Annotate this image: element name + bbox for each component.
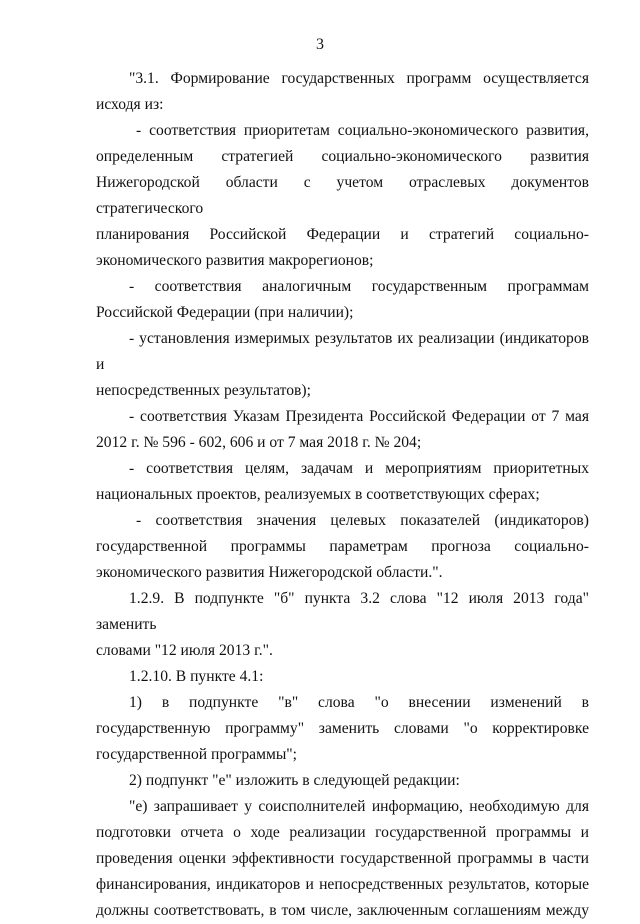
text-line: 1.2.9. В подпункте "б" пункта 3.2 слова "12 июля 2013 года" заменить: [96, 590, 589, 633]
text-line: экономического развития Нижегородской области.".: [96, 564, 443, 581]
text-line: "е) запрашивает у соисполнителей информацию, необходимую для: [129, 798, 589, 815]
document-body: [96, 66, 589, 924]
text-line: - соответствия приоритетам социально-экономического развития,: [136, 122, 589, 139]
text-line: должны соответствовать, в том числе, заключенным соглашениям между: [96, 902, 589, 919]
text-line: государственной программы параметрам прогноза социально-: [96, 538, 589, 555]
text-line: словами "12 июля 2013 г.".: [96, 642, 273, 659]
text-line: подготовки отчета о ходе реализации государственной программы и: [96, 824, 589, 841]
text-line: проведения оценки эффективности государственной программы в части: [96, 850, 589, 867]
text-line: финансирования, индикаторов и непосредственных результатов, которые: [96, 876, 589, 893]
text-line: исходя из:: [96, 96, 164, 113]
text-line: - соответствия значения целевых показателей (индикаторов): [136, 512, 589, 529]
text-line: непосредственных результатов);: [96, 382, 311, 399]
text-line: - соответствия аналогичным государственным программам: [129, 278, 589, 295]
text-line: - установления измеримых результатов их реализации (индикаторов и: [96, 330, 589, 373]
text-line: определенным стратегией социально-экономического развития: [96, 148, 589, 165]
text-line: 2012 г. № 596 - 602, 606 и от 7 мая 2018 г. № 204;: [96, 434, 422, 451]
text-line: экономического развития макрорегионов;: [96, 252, 374, 269]
text-line: государственную программу" заменить словами "о корректировке: [96, 720, 589, 737]
text-line: 2) подпункт "е" изложить в следующей редакции:: [129, 772, 460, 789]
text-line: планирования Российской Федерации и стратегий социально-: [96, 226, 589, 243]
text-line: - соответствия целям, задачам и мероприятиям приоритетных: [129, 460, 589, 477]
text-line: государственной программы";: [96, 746, 297, 763]
text-line: Российской Федерации (при наличии);: [96, 304, 354, 321]
text-line: 1) в подпункте "в" слова "о внесении изменений в: [129, 694, 589, 711]
text-line: национальных проектов, реализуемых в соответствующих сферах;: [96, 486, 540, 503]
text-line: - соответствия Указам Президента Российской Федерации от 7 мая: [129, 408, 589, 425]
text-line: 1.2.10. В пункте 4.1:: [129, 668, 264, 685]
text-line: "3.1. Формирование государственных программ осуществляется: [129, 70, 589, 87]
text-line: Нижегородской области с учетом отраслевых документов стратегического: [96, 174, 589, 217]
page-number: 3: [316, 36, 324, 53]
